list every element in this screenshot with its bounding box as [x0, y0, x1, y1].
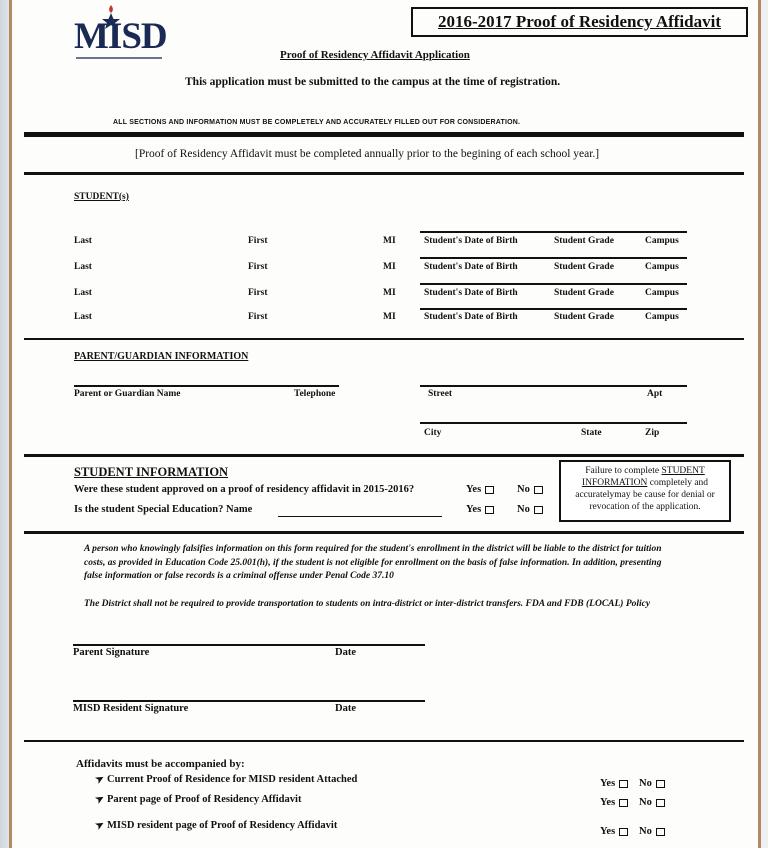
checkbox-icon[interactable]	[656, 799, 665, 807]
divider	[24, 132, 744, 137]
parent-signature-label: Parent Signature	[73, 647, 150, 658]
checkbox-icon[interactable]	[485, 506, 494, 514]
attachment-item: ➤ Parent page of Proof of Residency Affidavit	[93, 792, 302, 807]
prior-approval-no[interactable]: No	[517, 484, 543, 495]
warning-emphasis: STUDENT INFORMATION	[581, 466, 705, 488]
field-underline	[420, 257, 687, 259]
field-underline	[420, 385, 687, 387]
first-name-field[interactable]: First	[248, 262, 268, 272]
mi-field[interactable]: MI	[383, 288, 396, 298]
state-field[interactable]: State	[581, 428, 602, 438]
divider	[24, 338, 744, 340]
campus-field[interactable]: Campus	[645, 236, 679, 246]
dob-field[interactable]: Student's Date of Birth	[424, 312, 518, 322]
attachment-item: ➤ MISD resident page of Proof of Residency Affidavit	[93, 818, 338, 833]
prior-approval-yes[interactable]: Yes	[466, 484, 494, 495]
checkbox-icon[interactable]	[656, 828, 665, 836]
student-info-warning-box	[559, 460, 731, 522]
first-name-field[interactable]: First	[248, 288, 268, 298]
campus-field[interactable]: Campus	[645, 262, 679, 272]
page-edge-left	[0, 0, 9, 848]
special-ed-no[interactable]: No	[517, 504, 543, 515]
field-underline	[420, 308, 687, 310]
completion-warning: ALL SECTIONS AND INFORMATION MUST BE COMPLETELY AND ACCURATELY FILLED OUT FOR CONSIDERATION.	[113, 119, 521, 126]
logo-text: MISD	[74, 16, 167, 57]
field-underline	[420, 231, 687, 233]
warning-text: Failure to complete STUDENT INFORMATION completely and accuratelymay be cause for denial or revocation of the application.	[575, 466, 715, 512]
falsification-notice: A person who knowingly falsifies information on this form required for the student's enrollment in the district will be liable to the district for tuition costs, as provided in Education Code 25.001(h), if the student is not eligible for enrollment on the basis of false information. In addition, presenting false information or false records is a criminal offense under Penal Code 37.10	[84, 544, 662, 581]
checkbox-icon[interactable]	[619, 780, 628, 788]
last-name-field[interactable]: Last	[74, 288, 92, 298]
transportation-notice: The District shall not be required to provide transportation to students on intra-district or inter-district transfers. FDA and FDB (LOCAL) Policy	[84, 599, 651, 609]
campus-field[interactable]: Campus	[645, 288, 679, 298]
last-name-field[interactable]: Last	[74, 236, 92, 246]
grade-field[interactable]: Student Grade	[554, 262, 614, 272]
first-name-field[interactable]: First	[248, 312, 268, 322]
annual-note: [Proof of Residency Affidavit must be completed annually prior to the begining of each school year.]	[135, 148, 600, 160]
special-ed-question: Is the student Special Education? Name	[74, 504, 253, 515]
grade-field[interactable]: Student Grade	[554, 236, 614, 246]
checkbox-icon[interactable]	[534, 506, 543, 514]
mi-field[interactable]: MI	[383, 236, 396, 246]
attachment-0-yes[interactable]: Yes	[600, 778, 628, 789]
prior-approval-question: Were these student approved on a proof of residency affidavit in 2015-2016?	[74, 484, 415, 495]
document-title-box	[411, 7, 748, 37]
divider	[24, 172, 744, 175]
apt-field[interactable]: Apt	[647, 389, 663, 399]
mi-field[interactable]: MI	[383, 312, 396, 322]
field-underline	[74, 385, 339, 387]
telephone-field[interactable]: Telephone	[294, 389, 336, 399]
attachments-heading: Affidavits must be accompanied by:	[76, 758, 245, 770]
checkbox-icon[interactable]	[619, 828, 628, 836]
parent-signature-line[interactable]	[73, 644, 425, 646]
attachment-item: ➤ Current Proof of Residence for MISD resident Attached	[93, 772, 358, 787]
arrow-bullet-icon: ➤	[93, 818, 107, 833]
grade-field[interactable]: Student Grade	[554, 312, 614, 322]
resident-signature-line[interactable]	[73, 700, 425, 702]
grade-field[interactable]: Student Grade	[554, 288, 614, 298]
mi-field[interactable]: MI	[383, 262, 396, 272]
checkbox-icon[interactable]	[485, 486, 494, 494]
attachment-0-no[interactable]: No	[639, 778, 665, 789]
page-border-left	[9, 0, 12, 848]
field-underline	[420, 283, 687, 285]
submission-instruction: This application must be submitted to the campus at the time of registration.	[185, 76, 561, 88]
attachment-1-yes[interactable]: Yes	[600, 797, 628, 808]
divider	[24, 740, 744, 742]
attachment-2-no[interactable]: No	[639, 826, 665, 837]
student-info-heading: STUDENT INFORMATION	[74, 465, 229, 479]
city-field[interactable]: City	[424, 428, 442, 438]
special-ed-name-field[interactable]	[278, 516, 442, 517]
first-name-field[interactable]: First	[248, 236, 268, 246]
parent-name-field[interactable]: Parent or Guardian Name	[74, 389, 181, 399]
field-underline	[420, 422, 687, 424]
last-name-field[interactable]: Last	[74, 312, 92, 322]
checkbox-icon[interactable]	[656, 780, 665, 788]
students-heading: STUDENT(s)	[74, 192, 129, 202]
form-subtitle: Proof of Residency Affidavit Application	[280, 49, 470, 61]
arrow-bullet-icon: ➤	[93, 792, 107, 807]
page-edge-right	[761, 0, 768, 848]
arrow-bullet-icon: ➤	[93, 772, 107, 787]
logo-subtitle	[76, 57, 162, 59]
checkbox-icon[interactable]	[619, 799, 628, 807]
parent-section-heading: PARENT/GUARDIAN INFORMATION	[74, 351, 249, 362]
dob-field[interactable]: Student's Date of Birth	[424, 262, 518, 272]
resident-signature-label: MISD Resident Signature	[73, 703, 189, 714]
checkbox-icon[interactable]	[534, 486, 543, 494]
parent-date-label: Date	[335, 647, 356, 658]
attachment-1-no[interactable]: No	[639, 797, 665, 808]
document-title: 2016-2017 Proof of Residency Affidavit	[438, 12, 721, 31]
resident-date-label: Date	[335, 703, 356, 714]
zip-field[interactable]: Zip	[645, 428, 660, 438]
dob-field[interactable]: Student's Date of Birth	[424, 288, 518, 298]
street-field[interactable]: Street	[428, 389, 453, 399]
special-ed-yes[interactable]: Yes	[466, 504, 494, 515]
last-name-field[interactable]: Last	[74, 262, 92, 272]
divider	[24, 531, 744, 534]
campus-field[interactable]: Campus	[645, 312, 679, 322]
misd-logo	[74, 4, 166, 60]
dob-field[interactable]: Student's Date of Birth	[424, 236, 518, 246]
divider	[24, 454, 744, 457]
attachment-2-yes[interactable]: Yes	[600, 826, 628, 837]
